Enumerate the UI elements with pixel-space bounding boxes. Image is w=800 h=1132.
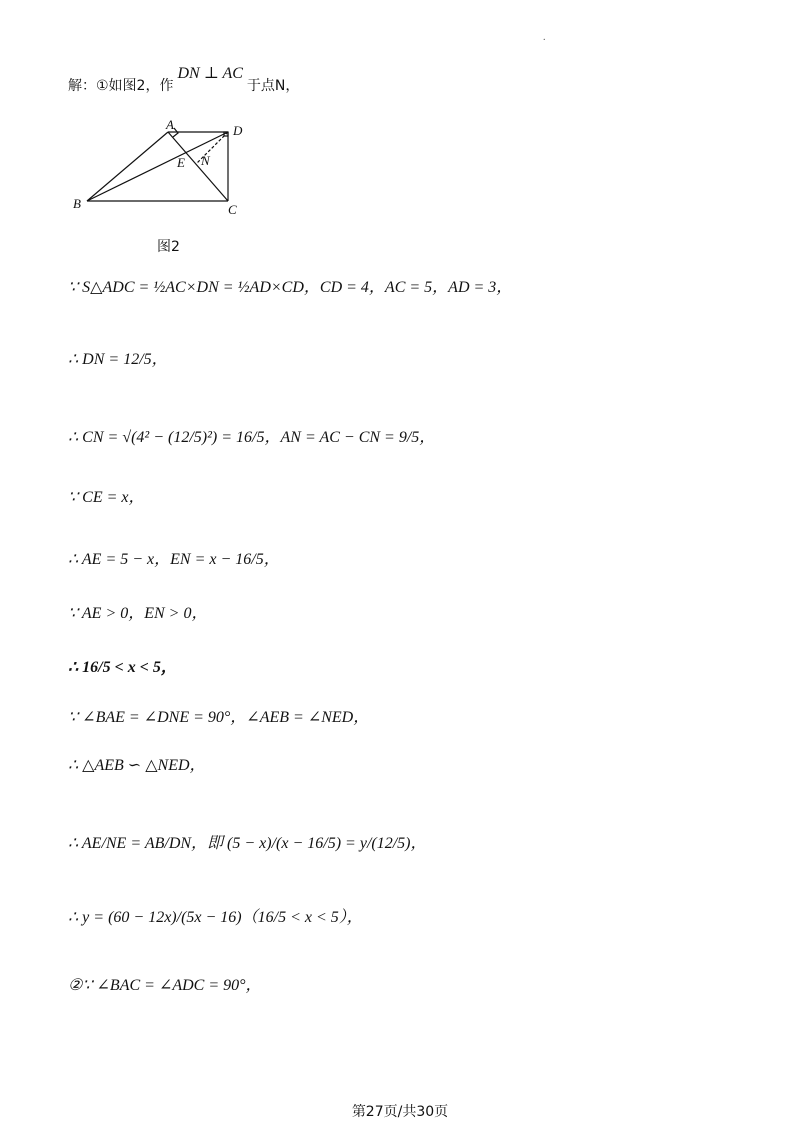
line-9: ∴ △AEB ∽ △NED， [68, 757, 206, 774]
intro-line [68, 65, 300, 94]
line-2: ∴ DN = 12/5， [68, 351, 168, 368]
line-7: ∴ 16/5 < x < 5， [68, 659, 177, 676]
line-6: ∵ AE > 0，EN > 0， [68, 605, 208, 622]
line-1: ∵ S△ADC = ½AC×DN = ½AD×CD，CD = 4，AC = 5，AD = 3， [68, 279, 513, 296]
figure-caption: 图2 [157, 239, 180, 255]
line-10: ∴ AE/NE = AB/DN，即 (5 − x)/(x − 16/5) = y/(12/5)， [68, 835, 427, 852]
line-11: ∴ y = (60 − 12x)/(5x − 16)（16/5 < x < 5）， [68, 909, 363, 926]
label-n: N [201, 153, 210, 168]
label-c: C [228, 202, 237, 217]
label-b: B [73, 196, 81, 211]
segment-ba [87, 132, 168, 201]
label-e: E [177, 155, 185, 170]
label-a: A [166, 118, 174, 132]
geometry-figure [70, 118, 270, 218]
intro-math: DN ⊥ AC [177, 65, 243, 82]
line-3: ∴ CN = √(4² − (12/5)²) = 16/5，AN = AC − CN = 9/5， [68, 429, 436, 446]
line-12: ②∵ ∠BAC = ∠ADC = 90°， [68, 977, 262, 994]
header-mark: . [543, 32, 546, 43]
page-footer: 第27页/共30页 [351, 1104, 449, 1120]
line-4: ∵ CE = x， [68, 489, 145, 506]
line-8: ∵ ∠BAE = ∠DNE = 90°，∠AEB = ∠NED， [68, 709, 370, 726]
label-d: D [233, 123, 243, 138]
intro-prefix: 解：①如图2，作 [68, 78, 174, 94]
line-5: ∴ AE = 5 − x，EN = x − 16/5， [68, 551, 280, 568]
intro-suffix: 于点N， [246, 78, 300, 94]
